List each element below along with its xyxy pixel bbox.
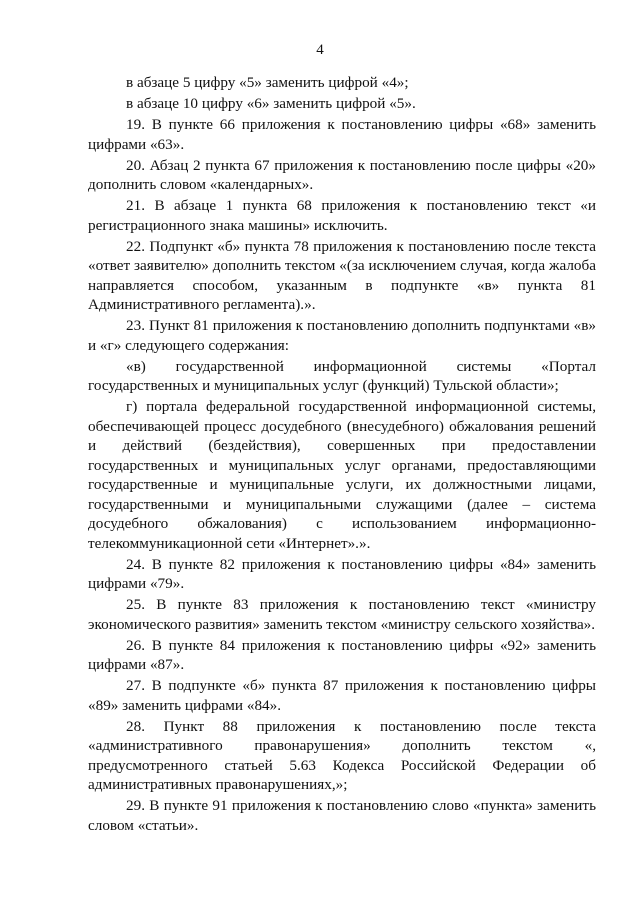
- paragraph: 22. Подпункт «б» пункта 78 приложения к постановлению после текста «ответ заявителю» дополнить текстом «(за исключением случая, когда жалоба направляется способом, указанным в подпункте «в» пункта 81 Административного регламента).».: [88, 237, 596, 313]
- paragraph: 24. В пункте 82 приложения к постановлению цифры «84» заменить цифрами «79».: [88, 555, 596, 592]
- document-body: [88, 73, 596, 837]
- paragraph: 29. В пункте 91 приложения к постановлению слово «пункта» заменить словом «статьи».: [88, 797, 596, 834]
- paragraph: «в) государственной информационной системы «Портал государственных и муниципальных услуг (функций) Тульской области»;: [88, 357, 596, 394]
- paragraph: 21. В абзаце 1 пункта 68 приложения к постановлению текст «и регистрационного знака машины» исключить.: [88, 197, 596, 234]
- paragraph: г) портала федеральной государственной информационной системы, обеспечивающей процесс досудебного (внесудебного) обжалования решений и действий (бездействия), совершенных при предоставлении государственных и муниципальных услуг органами, предоставляющими государственные и муниципальные услуги, их должностными лицами, государственными и муниципальными служащими (далее – система досудебного обжалования) с использованием информационно-телекоммуникационной сети «Интернет».».: [88, 398, 596, 552]
- page-number: 4: [316, 42, 324, 58]
- paragraph: 20. Абзац 2 пункта 67 приложения к постановлению после цифры «20» дополнить словом «календарных».: [88, 156, 596, 193]
- paragraph: 25. В пункте 83 приложения к постановлению текст «министру экономического развития» заменить текстом «министру сельского хозяйства».: [88, 596, 596, 633]
- paragraph: 26. В пункте 84 приложения к постановлению цифры «92» заменить цифрами «87».: [88, 636, 596, 673]
- paragraph: 27. В подпункте «б» пункта 87 приложения к постановлению цифры «89» заменить цифрами «84».: [88, 677, 596, 714]
- paragraph: в абзаце 5 цифру «5» заменить цифрой «4»;: [126, 74, 409, 91]
- paragraph: 19. В пункте 66 приложения к постановлению цифры «68» заменить цифрами «63».: [88, 116, 596, 153]
- paragraph: 28. Пункт 88 приложения к постановлению после текста «административного правонарушения» дополнить текстом «, предусмотренного статьей 5.63 Кодекса Российской Федерации об административных правонарушениях,»;: [88, 717, 596, 793]
- paragraph: 23. Пункт 81 приложения к постановлению дополнить подпунктами «в» и «г» следующего содержания:: [88, 317, 596, 354]
- paragraph: в абзаце 10 цифру «6» заменить цифрой «5».: [126, 95, 416, 112]
